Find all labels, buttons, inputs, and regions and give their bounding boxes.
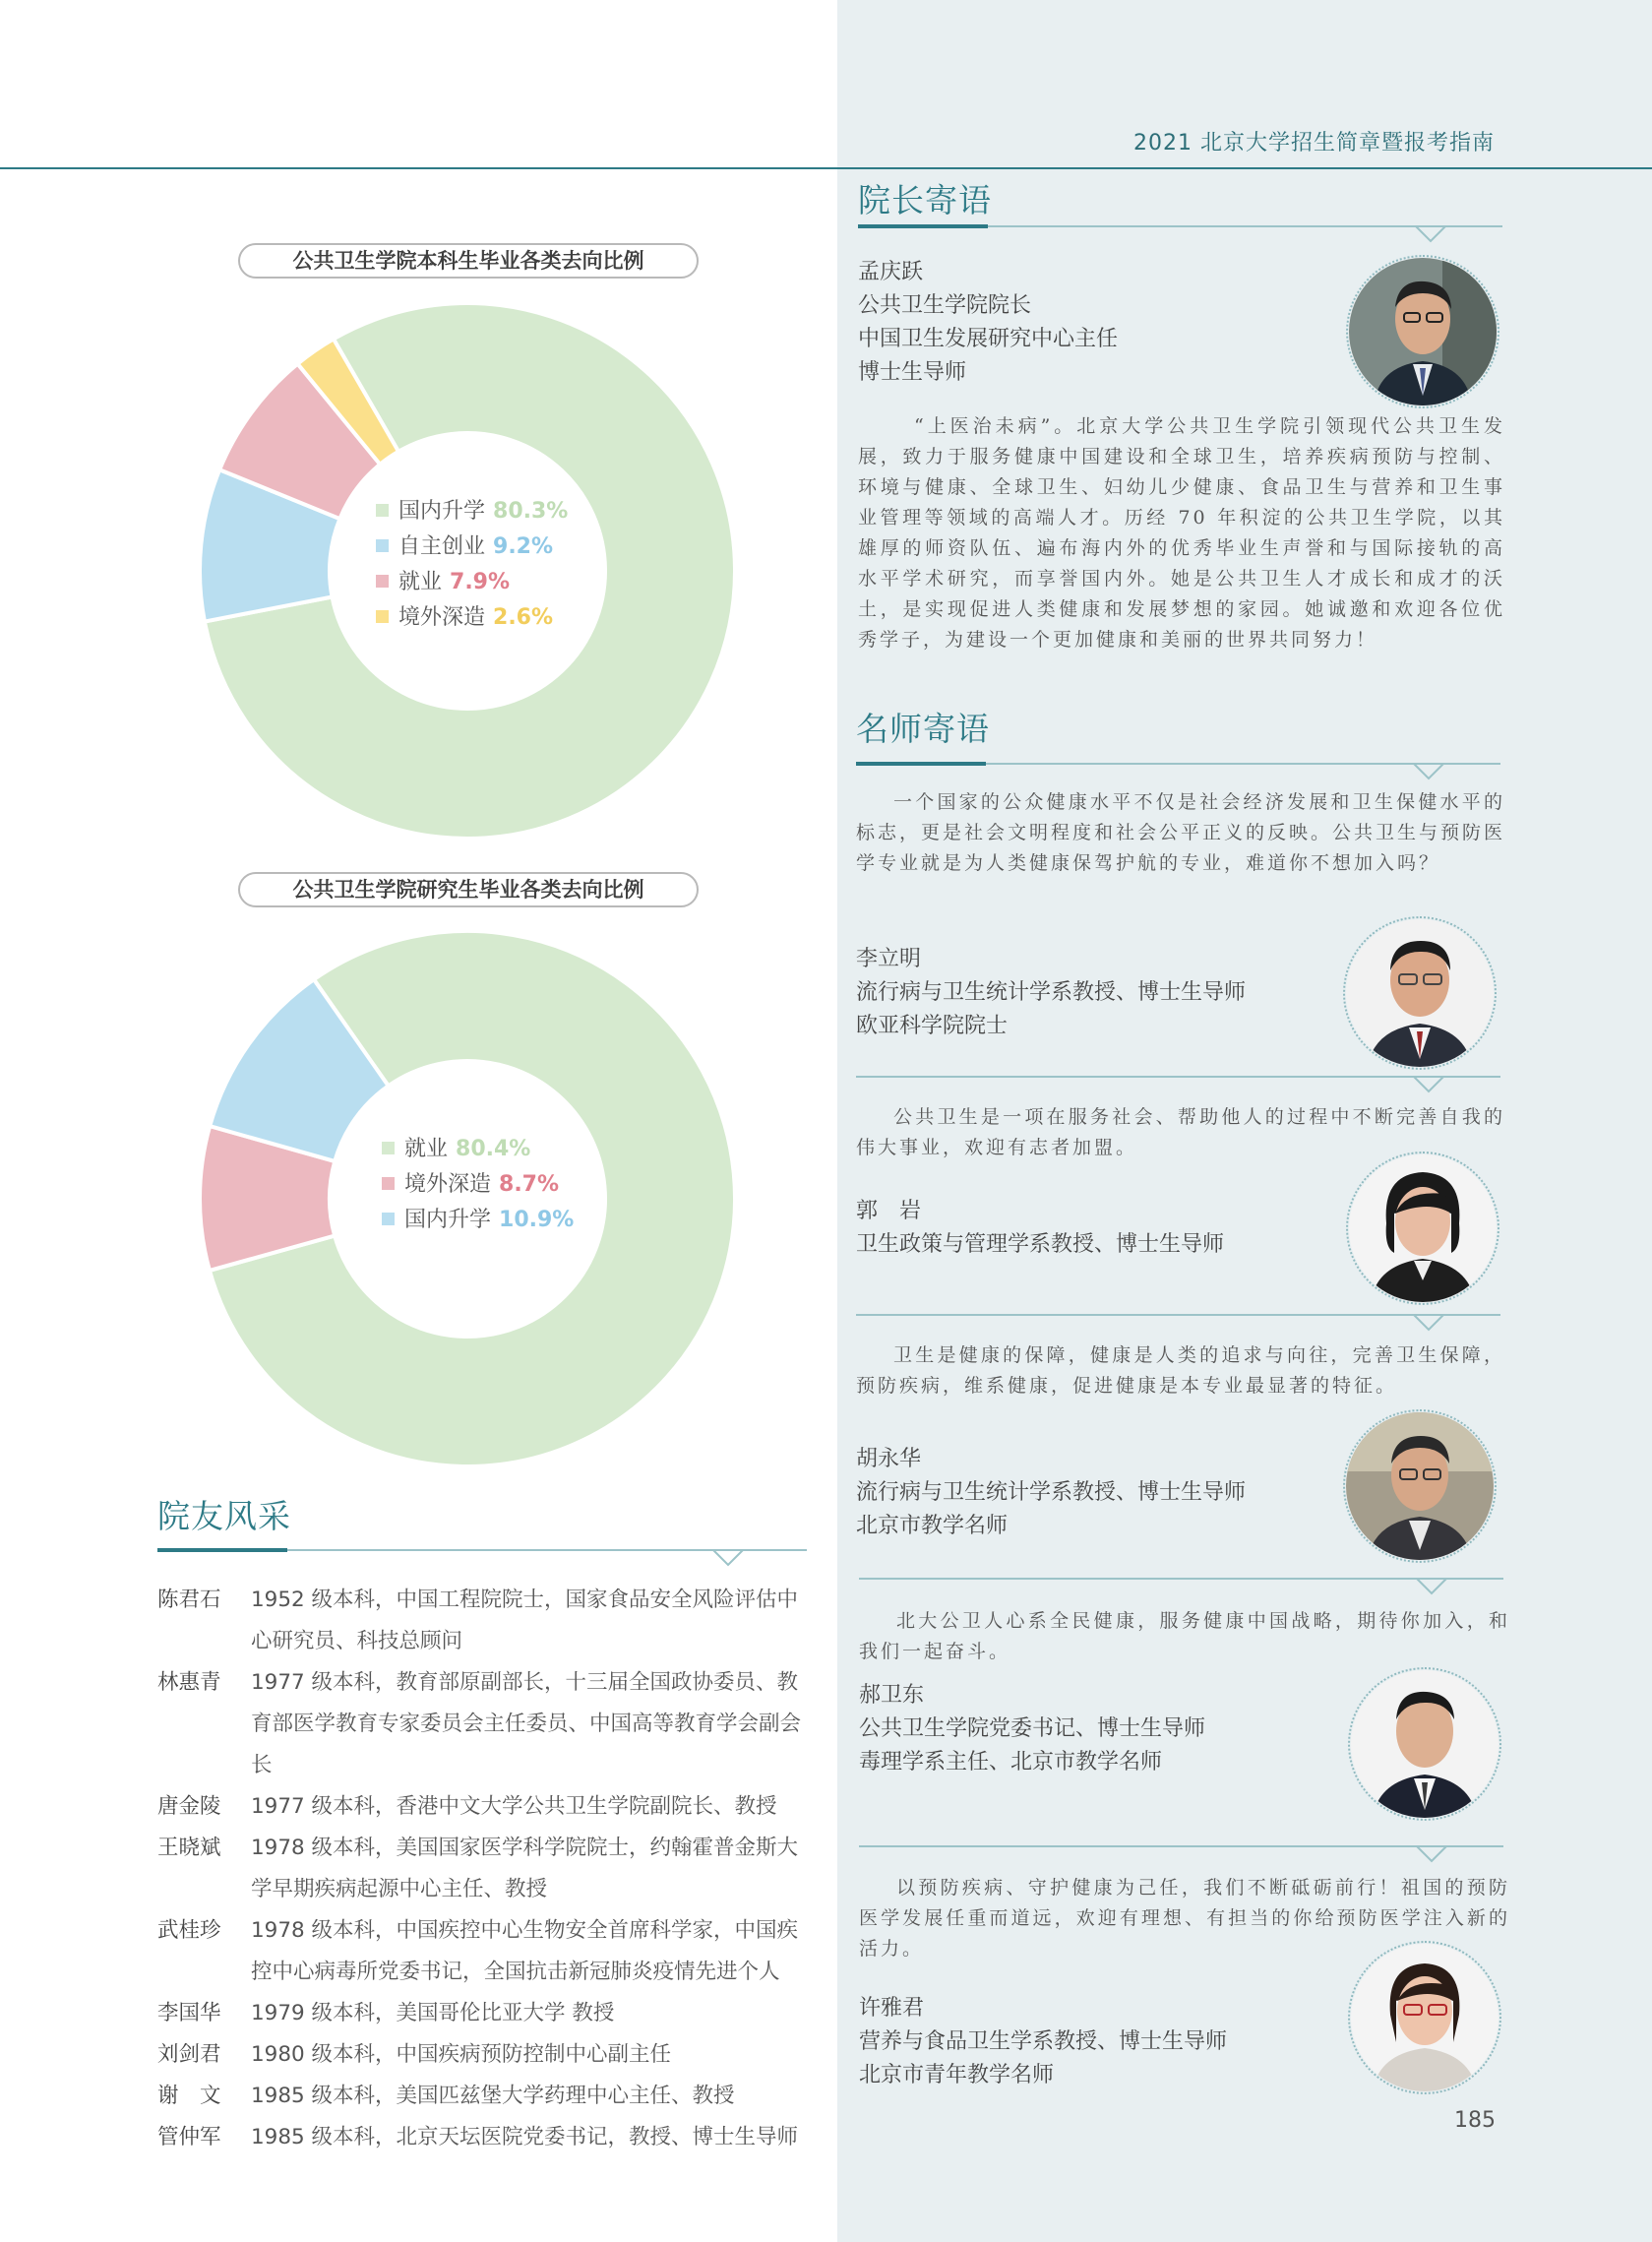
legend-swatch bbox=[382, 1177, 395, 1190]
dean-section-rule bbox=[858, 220, 1507, 250]
alumni-name: 李国华 bbox=[157, 2001, 221, 2025]
legend-item bbox=[382, 1167, 574, 1203]
person-title: 博士生导师 bbox=[858, 360, 967, 385]
teacher-divider-4 bbox=[859, 1842, 1508, 1872]
header-rule bbox=[0, 167, 1652, 169]
alumni-name: 刘剑君 bbox=[157, 2042, 221, 2067]
alumni-row bbox=[157, 1828, 807, 1910]
alumni-description: 1979 级本科，美国哥伦比亚大学 教授 bbox=[251, 2001, 615, 2025]
person-title: 中国卫生发展研究中心主任 bbox=[858, 327, 1119, 351]
person-title: 公共卫生学院党委书记、博士生导师 bbox=[859, 1716, 1206, 1741]
teacher-divider-3 bbox=[859, 1575, 1508, 1604]
alumni-row bbox=[157, 1662, 807, 1786]
teacher-quote-2: 公共卫生是一项在服务社会、帮助他人的过程中不断完善自我的伟大事业，欢迎有志者加盟。 bbox=[856, 1106, 1505, 1158]
person-name: 李立明 bbox=[856, 947, 922, 971]
teacher-divider-1 bbox=[856, 1073, 1505, 1102]
legend-value: 9.2% bbox=[493, 534, 554, 559]
teacher-photo-4 bbox=[1351, 1670, 1499, 1818]
legend-swatch bbox=[376, 575, 389, 588]
legend-swatch bbox=[382, 1142, 395, 1154]
person-title: 流行病与卫生统计学系教授、博士生导师 bbox=[856, 1480, 1247, 1505]
teacher-photo-2 bbox=[1349, 1154, 1497, 1302]
teacher-quote-4: 北大公卫人心系全民健康，服务健康中国战略，期待你加入，和我们一起奋斗。 bbox=[859, 1610, 1510, 1662]
grad-legend bbox=[382, 1132, 574, 1238]
legend-item bbox=[376, 565, 568, 600]
alumni-row bbox=[157, 1993, 807, 2034]
teacher-info-5 bbox=[859, 1992, 1227, 2092]
legend-value: 80.4% bbox=[456, 1137, 531, 1161]
alumni-name: 唐金陵 bbox=[157, 1794, 221, 1819]
alumni-row bbox=[157, 1580, 807, 1662]
alumni-row bbox=[157, 2034, 807, 2076]
dean-photo bbox=[1349, 258, 1497, 405]
person-title: 公共卫生学院院长 bbox=[858, 293, 1032, 318]
alumni-description: 1952 级本科，中国工程院院士，国家食品安全风险评估中心研究员、科技总顾问 bbox=[251, 1588, 799, 1653]
alumni-row bbox=[157, 2117, 807, 2158]
alumni-section-rule bbox=[157, 1543, 807, 1573]
header-title: 2021 北京大学招生简章暨报考指南 bbox=[1133, 131, 1495, 156]
teacher-info-3 bbox=[856, 1443, 1246, 1543]
person-title: 卫生政策与管理学系教授、博士生导师 bbox=[856, 1232, 1225, 1257]
legend-item bbox=[382, 1132, 574, 1167]
person-name: 许雅君 bbox=[859, 1996, 925, 2021]
person-title: 流行病与卫生统计学系教授、博士生导师 bbox=[856, 980, 1247, 1005]
dean-info bbox=[858, 256, 1118, 390]
legend-label: 就业 bbox=[404, 1137, 449, 1161]
person-name: 郝卫东 bbox=[859, 1683, 925, 1708]
legend-item bbox=[376, 529, 568, 565]
person-name: 郭 岩 bbox=[856, 1199, 922, 1223]
teacher-quote-1: 一个国家的公众健康水平不仅是社会经济发展和卫生保健水平的标志，更是社会文明程度和社会公平正义的反映。公共卫生与预防医学专业就是为人类健康保驾护航的专业，难道你不想加入吗？ bbox=[856, 791, 1506, 874]
alumni-name: 陈君石 bbox=[157, 1588, 221, 1612]
legend-label: 国内升学 bbox=[404, 1208, 492, 1232]
legend-label: 国内升学 bbox=[398, 499, 486, 524]
alumni-description: 1977 级本科，香港中文大学公共卫生学院副院长、教授 bbox=[251, 1794, 777, 1819]
alumni-description: 1977 级本科，教育部原副部长，十三届全国政协委员、教育部医学教育专家委员会主任委员、中国高等教育学会副会长 bbox=[251, 1670, 802, 1777]
person-name: 孟庆跃 bbox=[858, 260, 924, 284]
alumni-list bbox=[157, 1580, 807, 2158]
teacher-photo-1 bbox=[1346, 919, 1494, 1067]
legend-value: 7.9% bbox=[450, 570, 511, 594]
alumni-description: 1978 级本科，美国国家医学科学院院士，约翰霍普金斯大学早期疾病起源中心主任、教授 bbox=[251, 1836, 799, 1901]
legend-value: 80.3% bbox=[493, 499, 569, 524]
legend-item bbox=[382, 1203, 574, 1238]
legend-swatch bbox=[376, 504, 389, 517]
person-name: 胡永华 bbox=[856, 1447, 922, 1471]
legend-value: 2.6% bbox=[493, 605, 554, 630]
undergrad-chart-title: 公共卫生学院本科生毕业各类去向比例 bbox=[238, 243, 699, 279]
alumni-name: 谢 文 bbox=[157, 2084, 221, 2108]
legend-value: 8.7% bbox=[499, 1172, 560, 1197]
legend-swatch bbox=[376, 539, 389, 552]
legend-swatch bbox=[382, 1213, 395, 1225]
page-number: 185 bbox=[1454, 2108, 1496, 2133]
teacher-info-1 bbox=[856, 943, 1246, 1043]
teacher-info-2 bbox=[856, 1195, 1224, 1262]
alumni-description: 1985 级本科，北京天坛医院党委书记，教授、博士生导师 bbox=[251, 2125, 799, 2149]
teacher-divider-2 bbox=[856, 1311, 1505, 1340]
alumni-name: 武桂珍 bbox=[157, 1918, 221, 1943]
alumni-name: 管仲军 bbox=[157, 2125, 221, 2149]
legend-item bbox=[376, 494, 568, 529]
alumni-row bbox=[157, 1910, 807, 1993]
alumni-section-title: 院友风采 bbox=[157, 1497, 291, 1535]
alumni-description: 1985 级本科，美国匹兹堡大学药理中心主任、教授 bbox=[251, 2084, 735, 2108]
alumni-row bbox=[157, 1786, 807, 1828]
legend-value: 10.9% bbox=[499, 1208, 575, 1232]
teacher-photo-3 bbox=[1346, 1412, 1494, 1560]
legend-swatch bbox=[376, 610, 389, 623]
undergrad-legend bbox=[376, 494, 568, 636]
person-title: 欧亚科学院院士 bbox=[856, 1014, 1009, 1038]
alumni-name: 王晓斌 bbox=[157, 1836, 221, 1860]
dean-quote: “上医治未病”。北京大学公共卫生学院引领现代公共卫生发展，致力于服务健康中国建设和全球卫生，培养疾病预防与控制、环境与健康、全球卫生、妇幼儿少健康、食品卫生与营养和卫生事业管理等领域的高端人才。历经 70 年积淀的公共卫生学院，以其雄厚的师资队伍、遍布海内外的优秀毕业生声誉和与国际接轨的高水平学术研究，而享誉国内外。她是公共卫生人才成长和成才的沃土，是实现促进人类健康和发展梦想的家园。她诚邀和欢迎各位优秀学子，为建设一个更加健康和美丽的世界共同努力！ bbox=[858, 415, 1505, 651]
legend-label: 就业 bbox=[398, 570, 443, 594]
teachers-section-rule bbox=[856, 758, 1505, 787]
alumni-row bbox=[157, 2076, 807, 2117]
person-title: 北京市教学名师 bbox=[856, 1514, 1009, 1538]
legend-label: 境外深造 bbox=[398, 605, 486, 630]
alumni-name: 林惠青 bbox=[157, 1670, 221, 1695]
alumni-description: 1980 级本科，中国疾病预防控制中心副主任 bbox=[251, 2042, 672, 2067]
person-title: 毒理学系主任、北京市教学名师 bbox=[859, 1750, 1163, 1775]
person-title: 北京市青年教学名师 bbox=[859, 2063, 1055, 2087]
teacher-quote-3: 卫生是健康的保障，健康是人类的追求与向往，完善卫生保障，预防疾病，维系健康，促进健康是本专业最显著的特征。 bbox=[856, 1344, 1505, 1397]
person-title: 营养与食品卫生学系教授、博士生导师 bbox=[859, 2029, 1228, 2054]
dean-section-title: 院长寄语 bbox=[858, 181, 992, 219]
teachers-section-title: 名师寄语 bbox=[856, 710, 990, 748]
teacher-info-4 bbox=[859, 1679, 1205, 1779]
legend-item bbox=[376, 600, 568, 636]
alumni-description: 1978 级本科，中国疾控中心生物安全首席科学家，中国疾控中心病毒所党委书记，全国抗击新冠肺炎疫情先进个人 bbox=[251, 1918, 799, 1984]
legend-label: 境外深造 bbox=[404, 1172, 492, 1197]
teacher-quote-5: 以预防疾病、守护健康为己任，我们不断砥砺前行！祖国的预防医学发展任重而道远，欢迎有理想、有担当的你给预防医学注入新的活力。 bbox=[859, 1877, 1510, 1960]
grad-chart-title: 公共卫生学院研究生毕业各类去向比例 bbox=[238, 872, 699, 907]
legend-label: 自主创业 bbox=[398, 534, 486, 559]
teacher-photo-5 bbox=[1351, 1944, 1499, 2091]
